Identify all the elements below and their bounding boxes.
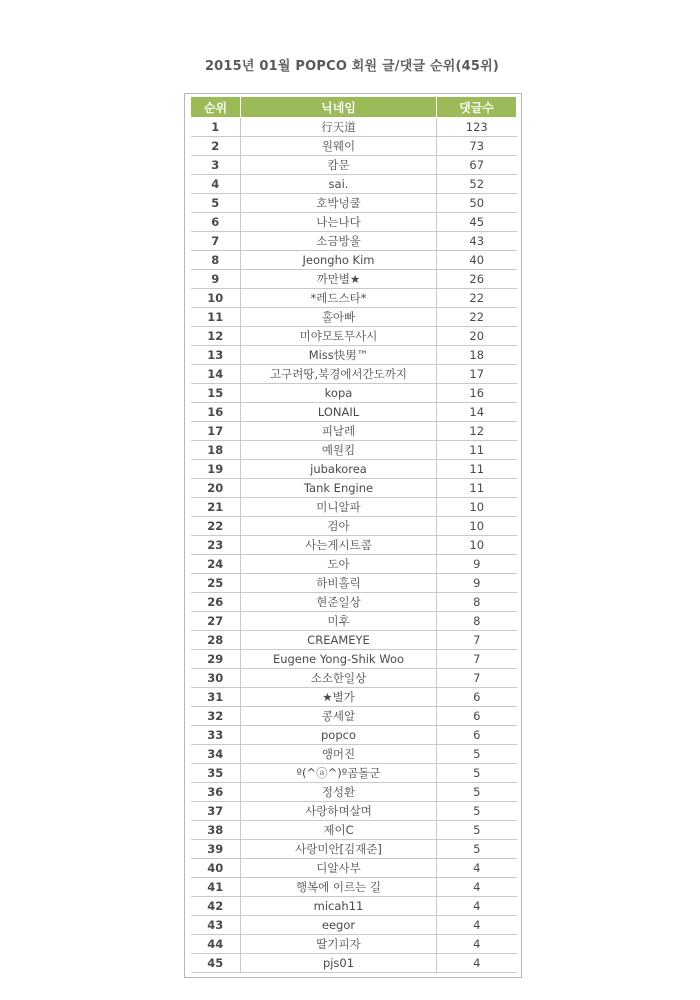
rank-cell: 16 bbox=[191, 403, 241, 422]
count-cell: 40 bbox=[437, 251, 517, 270]
table-row bbox=[191, 498, 517, 517]
table-row bbox=[191, 137, 517, 156]
nickname-cell: 소소한일상 bbox=[241, 669, 437, 688]
rank-cell: 33 bbox=[191, 726, 241, 745]
rank-cell: 36 bbox=[191, 783, 241, 802]
rank-cell: 20 bbox=[191, 479, 241, 498]
ranking-table bbox=[190, 97, 517, 973]
count-cell: 16 bbox=[437, 384, 517, 403]
nickname-cell: 소금방울 bbox=[241, 232, 437, 251]
count-cell: 4 bbox=[437, 897, 517, 916]
rank-cell: 30 bbox=[191, 669, 241, 688]
table-row bbox=[191, 194, 517, 213]
table-row bbox=[191, 517, 517, 536]
table-row bbox=[191, 897, 517, 916]
nickname-cell: º(^ⓐ^)º곰돌군 bbox=[241, 764, 437, 783]
count-cell: 18 bbox=[437, 346, 517, 365]
table-row bbox=[191, 536, 517, 555]
table-row bbox=[191, 707, 517, 726]
table-header-row bbox=[191, 97, 517, 118]
nickname-cell: 현준일상 bbox=[241, 593, 437, 612]
table-row bbox=[191, 270, 517, 289]
nickname-cell: 고구려땅,북경에서간도까지 bbox=[241, 365, 437, 384]
table-row bbox=[191, 745, 517, 764]
count-cell: 6 bbox=[437, 688, 517, 707]
nickname-cell: Jeongho Kim bbox=[241, 251, 437, 270]
nickname-cell: Tank Engine bbox=[241, 479, 437, 498]
table-row bbox=[191, 441, 517, 460]
rank-cell: 45 bbox=[191, 954, 241, 973]
table-row bbox=[191, 308, 517, 327]
count-cell: 73 bbox=[437, 137, 517, 156]
rank-cell: 11 bbox=[191, 308, 241, 327]
rank-cell: 31 bbox=[191, 688, 241, 707]
table-row bbox=[191, 346, 517, 365]
count-cell: 4 bbox=[437, 859, 517, 878]
rank-cell: 10 bbox=[191, 289, 241, 308]
rank-cell: 5 bbox=[191, 194, 241, 213]
table-row bbox=[191, 802, 517, 821]
table-row bbox=[191, 650, 517, 669]
table-row bbox=[191, 878, 517, 897]
nickname-cell: 나는나다 bbox=[241, 213, 437, 232]
table-row bbox=[191, 821, 517, 840]
nickname-cell: pjs01 bbox=[241, 954, 437, 973]
table-row bbox=[191, 422, 517, 441]
count-cell: 11 bbox=[437, 460, 517, 479]
count-cell: 5 bbox=[437, 802, 517, 821]
rank-cell: 41 bbox=[191, 878, 241, 897]
rank-cell: 25 bbox=[191, 574, 241, 593]
table-row bbox=[191, 327, 517, 346]
nickname-cell: 피날레 bbox=[241, 422, 437, 441]
nickname-cell: sai. bbox=[241, 175, 437, 194]
table-row bbox=[191, 156, 517, 175]
nickname-cell: *레드스타* bbox=[241, 289, 437, 308]
count-cell: 12 bbox=[437, 422, 517, 441]
table-row bbox=[191, 916, 517, 935]
table-row bbox=[191, 251, 517, 270]
table-row bbox=[191, 365, 517, 384]
nickname-cell: 원웨이 bbox=[241, 137, 437, 156]
rank-cell: 6 bbox=[191, 213, 241, 232]
rank-cell: 14 bbox=[191, 365, 241, 384]
nickname-cell: 행복에 이르는 길 bbox=[241, 878, 437, 897]
count-cell: 17 bbox=[437, 365, 517, 384]
nickname-cell: 콩세알 bbox=[241, 707, 437, 726]
nickname-cell: 사는게시트콤 bbox=[241, 536, 437, 555]
count-cell: 5 bbox=[437, 745, 517, 764]
table-row bbox=[191, 631, 517, 650]
table-row bbox=[191, 384, 517, 403]
rank-cell: 39 bbox=[191, 840, 241, 859]
count-cell: 52 bbox=[437, 175, 517, 194]
nickname-cell: 제이C bbox=[241, 821, 437, 840]
count-cell: 4 bbox=[437, 954, 517, 973]
rank-cell: 27 bbox=[191, 612, 241, 631]
rank-cell: 9 bbox=[191, 270, 241, 289]
table-row bbox=[191, 555, 517, 574]
rank-cell: 44 bbox=[191, 935, 241, 954]
nickname-cell: Eugene Yong-Shik Woo bbox=[241, 650, 437, 669]
table-row bbox=[191, 479, 517, 498]
nickname-cell: 호박넝쿨 bbox=[241, 194, 437, 213]
nickname-cell: Miss快男™ bbox=[241, 346, 437, 365]
rank-cell: 2 bbox=[191, 137, 241, 156]
table-row bbox=[191, 289, 517, 308]
nickname-cell: 홀아빠 bbox=[241, 308, 437, 327]
table-row bbox=[191, 859, 517, 878]
table-row bbox=[191, 726, 517, 745]
rank-cell: 19 bbox=[191, 460, 241, 479]
column-header-nickname: 닉네임 bbox=[241, 97, 437, 118]
nickname-cell: 딸기피자 bbox=[241, 935, 437, 954]
count-cell: 5 bbox=[437, 821, 517, 840]
count-cell: 9 bbox=[437, 555, 517, 574]
nickname-cell: 사랑미안[김재준] bbox=[241, 840, 437, 859]
count-cell: 9 bbox=[437, 574, 517, 593]
rank-cell: 21 bbox=[191, 498, 241, 517]
table-row bbox=[191, 232, 517, 251]
nickname-cell: 미니알파 bbox=[241, 498, 437, 517]
column-header-count: 댓글수 bbox=[437, 97, 517, 118]
ranking-table-body bbox=[191, 118, 517, 973]
rank-cell: 12 bbox=[191, 327, 241, 346]
nickname-cell: 도아 bbox=[241, 555, 437, 574]
nickname-cell: popco bbox=[241, 726, 437, 745]
rank-cell: 17 bbox=[191, 422, 241, 441]
count-cell: 22 bbox=[437, 289, 517, 308]
count-cell: 11 bbox=[437, 479, 517, 498]
nickname-cell: 앵머진 bbox=[241, 745, 437, 764]
table-row bbox=[191, 118, 517, 137]
rank-cell: 35 bbox=[191, 764, 241, 783]
count-cell: 10 bbox=[437, 517, 517, 536]
count-cell: 14 bbox=[437, 403, 517, 422]
rank-cell: 42 bbox=[191, 897, 241, 916]
table-row bbox=[191, 403, 517, 422]
rank-cell: 22 bbox=[191, 517, 241, 536]
table-row bbox=[191, 840, 517, 859]
count-cell: 5 bbox=[437, 783, 517, 802]
count-cell: 7 bbox=[437, 650, 517, 669]
table-row bbox=[191, 175, 517, 194]
rank-cell: 24 bbox=[191, 555, 241, 574]
count-cell: 22 bbox=[437, 308, 517, 327]
count-cell: 10 bbox=[437, 536, 517, 555]
rank-cell: 15 bbox=[191, 384, 241, 403]
count-cell: 5 bbox=[437, 764, 517, 783]
table-row bbox=[191, 688, 517, 707]
table-row bbox=[191, 612, 517, 631]
count-cell: 26 bbox=[437, 270, 517, 289]
table-row bbox=[191, 574, 517, 593]
rank-cell: 3 bbox=[191, 156, 241, 175]
count-cell: 7 bbox=[437, 669, 517, 688]
rank-cell: 18 bbox=[191, 441, 241, 460]
nickname-cell: ★별가 bbox=[241, 688, 437, 707]
nickname-cell: 사랑하며살며 bbox=[241, 802, 437, 821]
nickname-cell: LONAIL bbox=[241, 403, 437, 422]
rank-cell: 37 bbox=[191, 802, 241, 821]
nickname-cell: 하비홀릭 bbox=[241, 574, 437, 593]
rank-cell: 4 bbox=[191, 175, 241, 194]
rank-cell: 34 bbox=[191, 745, 241, 764]
rank-cell: 29 bbox=[191, 650, 241, 669]
rank-cell: 40 bbox=[191, 859, 241, 878]
count-cell: 10 bbox=[437, 498, 517, 517]
column-header-rank: 순위 bbox=[191, 97, 241, 118]
nickname-cell: eegor bbox=[241, 916, 437, 935]
count-cell: 6 bbox=[437, 726, 517, 745]
rank-cell: 26 bbox=[191, 593, 241, 612]
count-cell: 8 bbox=[437, 593, 517, 612]
nickname-cell: 行天道 bbox=[241, 118, 437, 137]
count-cell: 7 bbox=[437, 631, 517, 650]
count-cell: 4 bbox=[437, 878, 517, 897]
nickname-cell: 까만별★ bbox=[241, 270, 437, 289]
nickname-cell: 캄문 bbox=[241, 156, 437, 175]
rank-cell: 1 bbox=[191, 118, 241, 137]
rank-cell: 38 bbox=[191, 821, 241, 840]
page-title: 2015년 01월 POPCO 회원 글/댓글 순위(45위) bbox=[204, 59, 500, 74]
table-row bbox=[191, 764, 517, 783]
count-cell: 43 bbox=[437, 232, 517, 251]
count-cell: 5 bbox=[437, 840, 517, 859]
rank-cell: 43 bbox=[191, 916, 241, 935]
nickname-cell: micah11 bbox=[241, 897, 437, 916]
count-cell: 20 bbox=[437, 327, 517, 346]
table-row bbox=[191, 954, 517, 973]
count-cell: 6 bbox=[437, 707, 517, 726]
nickname-cell: 미후 bbox=[241, 612, 437, 631]
table-row bbox=[191, 935, 517, 954]
nickname-cell: 디알사부 bbox=[241, 859, 437, 878]
count-cell: 123 bbox=[437, 118, 517, 137]
rank-cell: 28 bbox=[191, 631, 241, 650]
ranking-table-frame bbox=[184, 93, 522, 978]
nickname-cell: jubakorea bbox=[241, 460, 437, 479]
nickname-cell: 검아 bbox=[241, 517, 437, 536]
count-cell: 4 bbox=[437, 935, 517, 954]
table-row bbox=[191, 669, 517, 688]
rank-cell: 8 bbox=[191, 251, 241, 270]
rank-cell: 13 bbox=[191, 346, 241, 365]
rank-cell: 32 bbox=[191, 707, 241, 726]
count-cell: 8 bbox=[437, 612, 517, 631]
count-cell: 45 bbox=[437, 213, 517, 232]
table-row bbox=[191, 783, 517, 802]
count-cell: 50 bbox=[437, 194, 517, 213]
nickname-cell: kopa bbox=[241, 384, 437, 403]
rank-cell: 23 bbox=[191, 536, 241, 555]
count-cell: 4 bbox=[437, 916, 517, 935]
count-cell: 11 bbox=[437, 441, 517, 460]
table-row bbox=[191, 213, 517, 232]
nickname-cell: 예원킴 bbox=[241, 441, 437, 460]
table-row bbox=[191, 460, 517, 479]
nickname-cell: CREAMEYE bbox=[241, 631, 437, 650]
nickname-cell: 정성환 bbox=[241, 783, 437, 802]
table-row bbox=[191, 593, 517, 612]
rank-cell: 7 bbox=[191, 232, 241, 251]
count-cell: 67 bbox=[437, 156, 517, 175]
nickname-cell: 미야모토무사시 bbox=[241, 327, 437, 346]
